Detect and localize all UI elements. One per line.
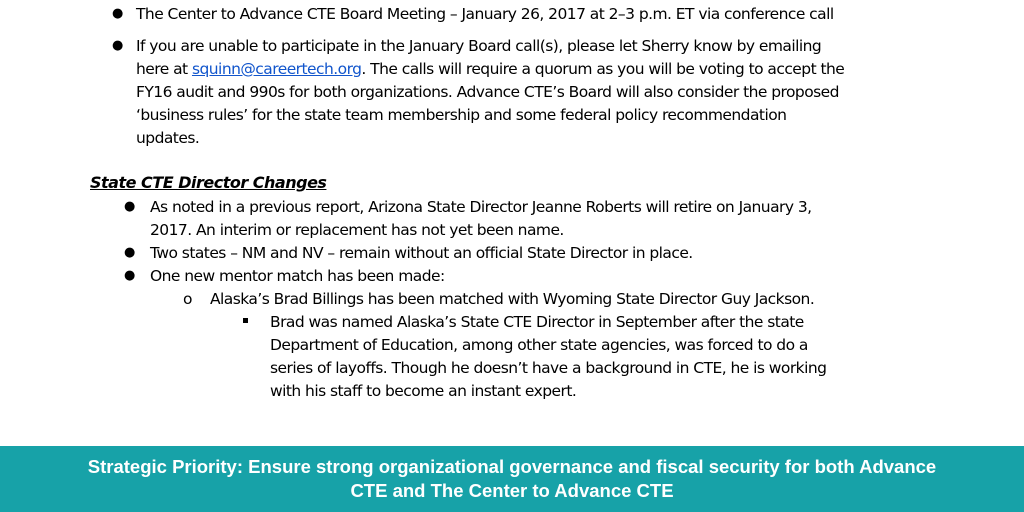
director-bullet-1-line-2: 2017. An interim or replacement has not yet been name. <box>150 221 564 239</box>
board-paragraph-line-4: ‘business rules’ for the state team membership and some federal policy recommendation <box>136 106 787 124</box>
brad-detail-line-3: series of layoffs. Though he doesn’t have a background in CTE, he is working <box>270 359 827 377</box>
strategic-priority-banner <box>0 446 1024 512</box>
square-bullet-marker <box>243 318 248 323</box>
bullet-marker: ● <box>124 199 136 214</box>
director-bullet-1-line-1: As noted in a previous report, Arizona State Director Jeanne Roberts will retire on January 3, <box>150 198 812 216</box>
sub-bullet-marker: o <box>183 290 192 308</box>
banner-line-1: Strategic Priority: Ensure strong organizational governance and fiscal security for both Advance <box>87 456 937 477</box>
board-paragraph-line-5: updates. <box>136 129 200 147</box>
banner-line-2: CTE and The Center to Advance CTE <box>350 480 674 501</box>
bullet-marker: ● <box>124 268 136 283</box>
brad-detail-line-1: Brad was named Alaska’s State CTE Director in September after the state <box>270 313 804 331</box>
mentor-match-line: Alaska’s Brad Billings has been matched with Wyoming State Director Guy Jackson. <box>210 290 815 308</box>
bullet-marker: ● <box>112 38 124 53</box>
bullet-marker: ● <box>112 6 124 21</box>
board-paragraph-line-1: If you are unable to participate in the January Board call(s), please let Sherry know by emailing <box>136 37 822 55</box>
section-heading: State CTE Director Changes <box>90 173 327 192</box>
board-meeting-line: The Center to Advance CTE Board Meeting – January 26, 2017 at 2–3 p.m. ET via conference call <box>136 5 834 23</box>
brad-detail-line-4: with his staff to become an instant expert. <box>270 382 577 400</box>
bullet-marker: ● <box>124 245 136 260</box>
director-bullet-3: One new mentor match has been made: <box>150 267 445 285</box>
director-bullet-2: Two states – NM and NV – remain without an official State Director in place. <box>150 244 693 262</box>
email-link[interactable]: squinn@careertech.org <box>191 60 362 78</box>
board-paragraph-line-3: FY16 audit and 990s for both organizations. Advance CTE’s Board will also consider the proposed <box>136 83 839 101</box>
brad-detail-line-2: Department of Education, among other state agencies, was forced to do a <box>270 336 808 354</box>
board-paragraph-line-2: here at squinn@careertech.org. The calls will require a quorum as you will be voting to accept the <box>136 60 845 78</box>
